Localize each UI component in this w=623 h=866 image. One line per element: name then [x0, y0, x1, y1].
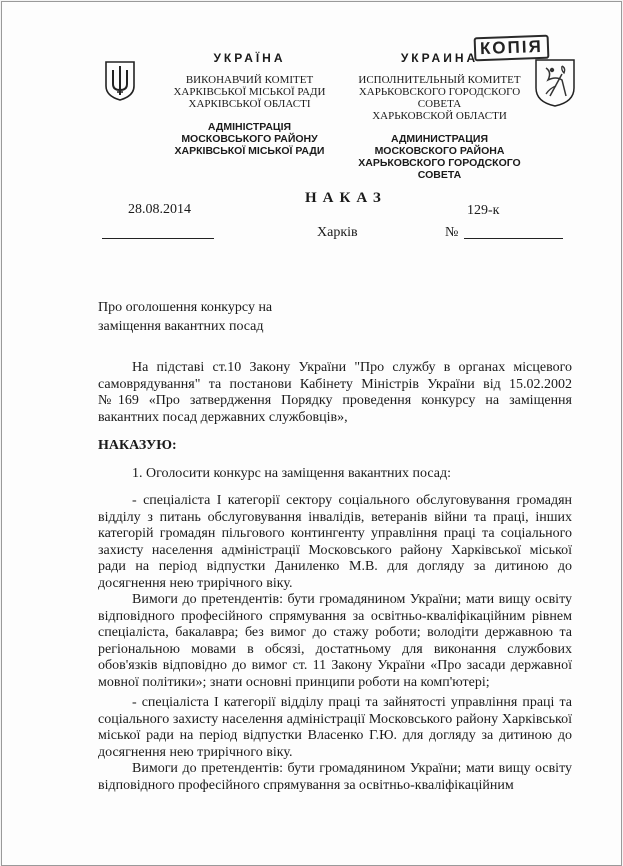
administration-name-ru [342, 133, 537, 181]
dept-line: ХАРКІВСЬКОЇ МІСЬКОЇ РАДИ [174, 145, 325, 157]
dept-line: МОСКОВСКОГО РАЙОНА [374, 145, 505, 157]
country-name-ru: УКРАИНА [400, 51, 479, 65]
order-date: 28.08.2014 [128, 202, 191, 217]
requirements-2-paragraph: Вимоги до претендентів: бути громадянином України; мати вищу освіту відповідного професійного спрямування за освітньо-кваліфікаційним [98, 761, 572, 793]
preamble-paragraph: На підставі ст.10 Закону України "Про службу в органах місцевого самоврядування" та постанови Кабінету Міністрів України від 15.02.2002 №169 «Про затвердження Порядку проведення конкурсу на заміщення вакантних посад державних службовців», [98, 360, 572, 425]
dept-line: АДМІНІСТРАЦІЯ [207, 121, 292, 133]
order-city: Харків [317, 225, 358, 240]
document-page [1, 1, 622, 866]
dept-line: МОСКОВСЬКОГО РАЙОНУ [181, 133, 318, 145]
order-subject [98, 298, 272, 336]
header-left [162, 52, 337, 157]
requirements-1-paragraph: Вимоги до претендентів: бути громадянином України; мати вищу освіту відповідного професійного спрямування за освітньо-кваліфікаційним рівнем спеціаліста, бакалавра; без вимог до стажу роботи; володіти державною та регіональною мовами в обсязі, достатньому для виконання службових обов'язків відповідно до вимог ст. 11 Закону України «Про засади державної мовної політики»; знати основні принципи роботи на комп'ютері; [98, 592, 572, 690]
org-line: ХАРКІВСЬКОЇ ОБЛАСТІ [188, 98, 311, 110]
org-line: ВИКОНАВЧИЙ КОМІТЕТ [185, 74, 314, 86]
item-1-paragraph: 1. Оголосити конкурс на заміщення вакантних посад: [132, 466, 451, 481]
position-2-paragraph: - спеціаліста І категорії відділу праці та зайнятості управління праці та соціального захисту населення адміністрації Московського району Харківської міської ради на період відпустки Власенко Г.Ю. для догляду за дитиною до досягнення нею трирічного віку. [98, 695, 572, 760]
header-right [342, 52, 537, 181]
dept-line: ХАРЬКОВСКОГО ГОРОДСКОГО СОВЕТА [358, 157, 521, 181]
org-line: ХАРЬКОВСКОЙ ОБЛАСТИ [372, 110, 507, 122]
org-line: ХАРКІВСЬКОЇ МІСЬКОЇ РАДИ [173, 86, 326, 98]
dept-line: АДМИНИСТРАЦИЯ [390, 133, 489, 145]
number-label: № [445, 225, 459, 240]
subject-line: заміщення вакантних посад [98, 319, 264, 334]
order-title: НАКАЗ [305, 190, 387, 206]
trident-icon [103, 59, 137, 101]
administration-name-uk [162, 121, 337, 157]
copy-stamp: КОПІЯ [474, 35, 550, 62]
order-number: 129-к [467, 203, 500, 218]
country-name-uk: УКРАЇНА [213, 51, 286, 65]
order-heading: НАКАЗУЮ: [98, 438, 177, 453]
org-line: ИСПОЛНИТЕЛЬНЫЙ КОМИТЕТ [358, 74, 521, 86]
number-underline [464, 238, 563, 239]
committee-name-uk [162, 74, 337, 110]
date-underline [102, 238, 214, 239]
committee-name-ru [342, 74, 537, 122]
position-1-paragraph: - спеціаліста І категорії сектору соціального обслуговування громадян відділу з питань обслуговування інвалідів, ветеранів війни та праці, інших категорій громадян пільгового контингенту управління праці та соціального захисту населення адміністрації Московського району Харківської міської ради на період відпустки Даниленко М.В. для догляду за дитиною до досягнення нею трирічного віку. [98, 493, 572, 591]
city-coat-of-arms-icon [532, 56, 578, 108]
org-line: ХАРЬКОВСКОГО ГОРОДСКОГО СОВЕТА [358, 86, 521, 110]
subject-line: Про оголошення конкурсу на [98, 300, 273, 315]
